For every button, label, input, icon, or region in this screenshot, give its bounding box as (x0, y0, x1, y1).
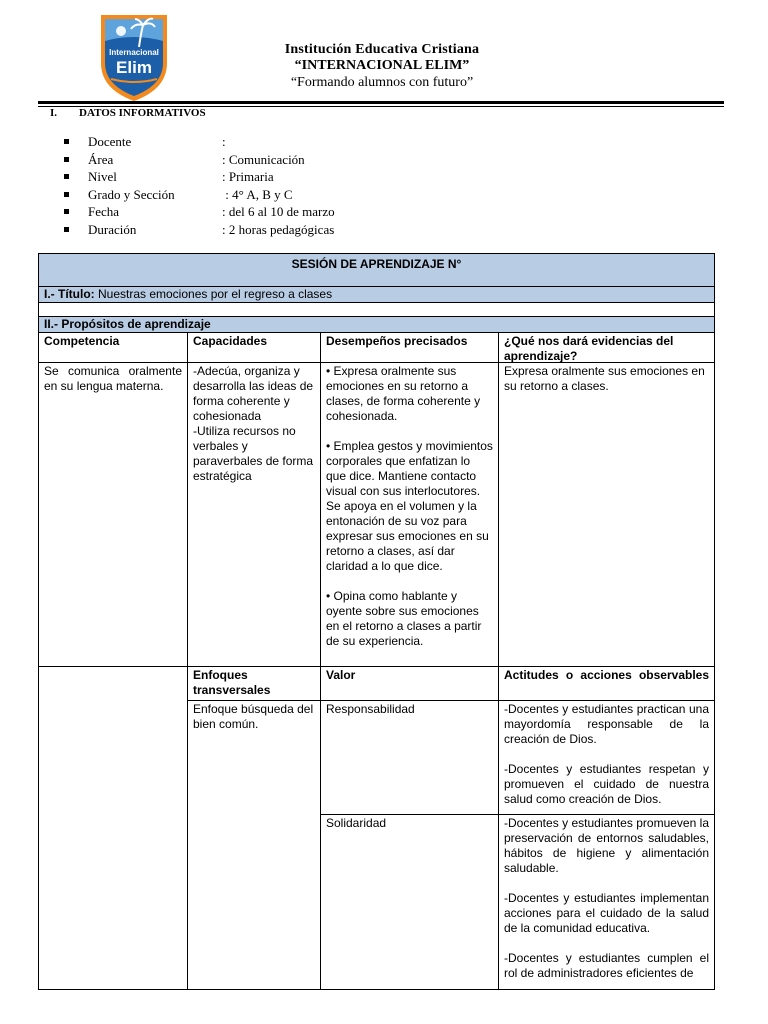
capacidades-cell: -Adecúa, organiza y desarrolla las ideas de forma coherente y cohesionada -Utiliza recursos no verbales y paraverbales de forma estratégica (187, 362, 321, 667)
desempeno-item: • Emplea gestos y movimientos corporales que enfatizan lo que dice. Mantiene contacto visual con sus interlocutores. Se apoya en el volumen y la entonación de su voz para expresar sus emociones en su retorno a clases, así dar claridad a lo que dice. (326, 439, 493, 573)
actitud-item: -Docentes y estudiantes cumplen el rol de administradores eficientes de (504, 951, 709, 980)
valor-responsabilidad: Responsabilidad (320, 700, 499, 815)
actitud-item: -Docentes y estudiantes implementan acciones para el cuidado de la salud de la comunidad educativa. (504, 891, 709, 935)
actitud-item: -Docentes y estudiantes respetan y promueven el cuidado de nuestra salud como creación de Dios. (504, 762, 709, 806)
spacer-row (38, 302, 715, 317)
school-name: “INTERNACIONAL ELIM” (294, 58, 470, 73)
titulo-label: I.- Título: (44, 287, 95, 301)
header-actitudes: Actitudes o acciones observables (498, 666, 715, 701)
institution-name: Institución Educativa Cristiana (284, 42, 480, 57)
header-valor: Valor (320, 666, 499, 701)
actitudes-responsabilidad (498, 700, 715, 815)
evidencias-cell: Expresa oralmente sus emociones en su retorno a clases. (498, 362, 715, 667)
session-title-bar (38, 253, 715, 287)
header-capacidades: Capacidades (187, 332, 321, 363)
actitudes-solidaridad (498, 814, 715, 990)
propositos-label: II.- Propósitos de aprendizaje (44, 317, 211, 331)
titulo-bar (38, 286, 715, 303)
actitud-item: -Docentes y estudiantes promueven la preservación de entornos saludables, hábitos de higiene y alimentación saludable. (504, 816, 709, 875)
propositos-bar (38, 316, 715, 333)
desempenos-cell (320, 362, 499, 667)
logo-text-main: Elim (116, 58, 152, 77)
competencia-cell: Se comunica oralmente en su lengua materna. (38, 362, 188, 667)
header-desempenos: Desempeños precisados (320, 332, 499, 363)
session-title: SESIÓN DE APRENDIZAJE N° (291, 257, 462, 271)
left-empty-cell (38, 666, 188, 990)
header-enfoques: Enfoques transversales (187, 666, 321, 701)
logo-text-top: Internacional (109, 48, 159, 57)
section-label: DATOS INFORMATIVOS (79, 107, 206, 119)
desempeno-item: • Opina como hablante y oyente sobre sus emociones en el retorno a clases a partir de su experiencia. (326, 589, 482, 648)
school-motto: “Formando alumnos con futuro” (290, 75, 474, 90)
enfoque-cell: Enfoque búsqueda del bien común. (187, 700, 321, 990)
header-competencia: Competencia (38, 332, 188, 363)
titulo-value: Nuestras emociones por el regreso a clases (94, 287, 333, 301)
header-evidencias: ¿Qué nos dará evidencias del aprendizaje? (498, 332, 715, 363)
valor-solidaridad: Solidaridad (320, 814, 499, 990)
section-number: I. (50, 107, 58, 119)
actitud-item: -Docentes y estudiantes practican una mayordomía responsable de la creación de Dios. (504, 702, 709, 746)
desempeno-item: • Expresa oralmente sus emociones en su retorno a clases, de forma coherente y cohesionada. (326, 364, 481, 423)
